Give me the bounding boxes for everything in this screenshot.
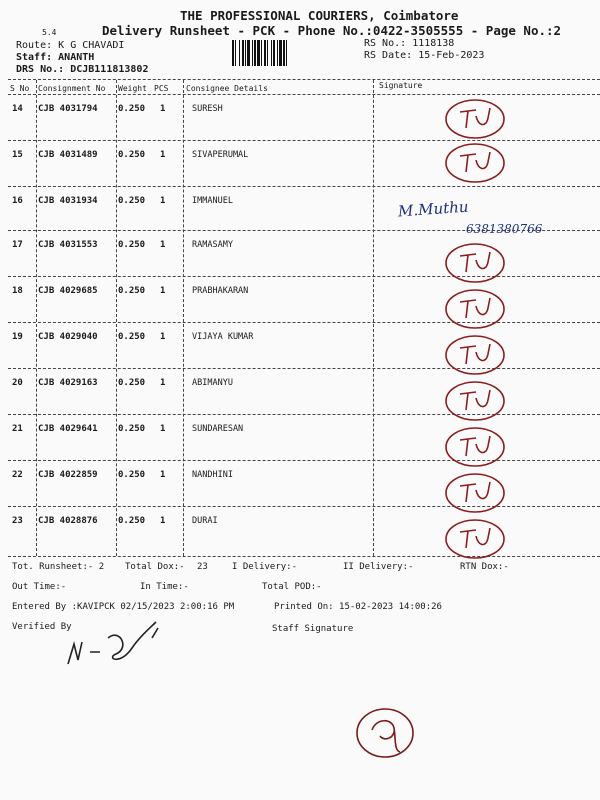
row-consignee: VIJAYA KUMAR: [192, 332, 254, 342]
col-divider: [373, 80, 374, 556]
row-pcs: 1: [160, 286, 166, 296]
row-weight: 0.250: [118, 516, 146, 526]
row-consignment-no: CJB 4031489: [38, 150, 98, 160]
row-weight: 0.250: [118, 196, 146, 206]
row-sno: 16: [12, 196, 23, 206]
staff-line: Staff: ANANTH: [16, 52, 95, 63]
row-divider: [8, 556, 600, 557]
staff-signature-label: Staff Signature: [272, 624, 354, 634]
row-weight: 0.250: [118, 424, 146, 434]
row-weight: 0.250: [118, 286, 146, 296]
row-sno: 21: [12, 424, 23, 434]
delivery-stamp: [442, 286, 508, 332]
verified-by: Verified By: [12, 622, 72, 632]
staff-value: ANANTH: [58, 52, 95, 63]
verifier-signature: [60, 608, 170, 672]
col-header-signature: Signature: [379, 81, 423, 90]
row-pcs: 1: [160, 332, 166, 342]
route-line: Route: K G CHAVADI: [16, 40, 125, 51]
delivery-stamp: [442, 424, 508, 470]
delivery-stamp: [442, 96, 508, 142]
row-pcs: 1: [160, 150, 166, 160]
row-divider: [8, 414, 600, 415]
delivery-stamp: [442, 378, 508, 424]
page-mark: 5.4: [42, 28, 57, 37]
row-sno: 22: [12, 470, 23, 480]
row-weight: 0.250: [118, 150, 146, 160]
tot-runsheet: Tot. Runsheet:- 2: [12, 562, 105, 572]
row-pcs: 1: [160, 196, 166, 206]
total-dox-label: Total Dox:-: [125, 562, 185, 572]
row-sno: 15: [12, 150, 23, 160]
delivery-stamp: [442, 470, 508, 516]
in-time: In Time:-: [140, 582, 189, 592]
row-consignee: PRABHAKARAN: [192, 286, 249, 296]
row-pcs: 1: [160, 470, 166, 480]
row-divider: [8, 140, 600, 141]
col-divider: [116, 80, 117, 556]
row-consignment-no: CJB 4031794: [38, 104, 98, 114]
row-consignment-no: CJB 4028876: [38, 516, 98, 526]
row-sno: 14: [12, 104, 23, 114]
row-pcs: 1: [160, 516, 166, 526]
col-header-consignee: Consignee Details: [186, 84, 268, 93]
company-title: THE PROFESSIONAL COURIERS, Coimbatore: [180, 8, 459, 23]
route-value: K G CHAVADI: [58, 40, 125, 51]
row-pcs: 1: [160, 104, 166, 114]
total-pod: Total POD:-: [262, 582, 322, 592]
row-consignment-no: CJB 4031934: [38, 196, 98, 206]
table-top-border: [8, 79, 600, 80]
row-divider: [8, 322, 600, 323]
row-consignee: ABIMANYU: [192, 378, 233, 388]
printed-on: Printed On: 15-02-2023 14:00:26: [274, 602, 442, 612]
row-weight: 0.250: [118, 332, 146, 342]
row-consignment-no: CJB 4029641: [38, 424, 98, 434]
row-divider: [8, 506, 600, 507]
row-consignment-no: CJB 4022859: [38, 470, 98, 480]
col-header-consignment: Consignment No: [38, 84, 106, 93]
row-sno: 18: [12, 286, 23, 296]
row-consignee: DURAI: [192, 516, 218, 526]
row-consignee: IMMANUEL: [192, 196, 233, 206]
delivery-stamp: [442, 240, 508, 286]
row-sno: 20: [12, 378, 23, 388]
row-weight: 0.250: [118, 470, 146, 480]
row-pcs: 1: [160, 240, 166, 250]
rtn-dox: RTN Dox:-: [460, 562, 509, 572]
rs-no-line: RS No.: 1118138: [364, 38, 455, 49]
row-consignee: SURESH: [192, 104, 223, 114]
handwritten-signature-name: M.Muthu: [397, 197, 470, 221]
row-divider: [8, 460, 600, 461]
drs-line: DRS No.: DCJB111813802: [16, 64, 149, 75]
row-sno: 23: [12, 516, 23, 526]
delivery-stamp: [442, 516, 508, 562]
row-consignee: SUNDARESAN: [192, 424, 244, 434]
delivery-stamp: [442, 140, 508, 186]
row-pcs: 1: [160, 378, 166, 388]
row-pcs: 1: [160, 424, 166, 434]
row-divider: [8, 276, 600, 277]
handwritten-phone: 6381380766: [466, 222, 543, 236]
out-time: Out Time:-: [12, 582, 67, 592]
col-header-sno: S No: [10, 84, 30, 93]
row-consignment-no: CJB 4029685: [38, 286, 98, 296]
delivery-stamp: [442, 332, 508, 378]
courier-stamp: [350, 702, 420, 764]
row-consignee: SIVAPERUMAL: [192, 150, 249, 160]
drs-value: DCJB111813802: [70, 64, 149, 75]
row-weight: 0.250: [118, 104, 146, 114]
row-divider: [8, 186, 600, 187]
total-dox-value: 23: [197, 562, 208, 572]
row-weight: 0.250: [118, 378, 146, 388]
row-sno: 19: [12, 332, 23, 342]
rs-date-value: 15-Feb-2023: [418, 50, 485, 61]
header-bottom-border: [8, 94, 600, 95]
runsheet-subtitle: Delivery Runsheet - PCK - Phone No.:0422-3505555 - Page No.:2: [102, 23, 562, 38]
rs-no-value: 1118138: [412, 38, 455, 49]
ii-delivery: II Delivery:-: [343, 562, 414, 572]
row-consignment-no: CJB 4029163: [38, 378, 98, 388]
row-sno: 17: [12, 240, 23, 250]
row-consignment-no: CJB 4029040: [38, 332, 98, 342]
entered-by: Entered By :KAVIPCK 02/15/2023 2:00:16 PM: [12, 602, 235, 612]
barcode: [232, 40, 356, 66]
col-header-weight: Weight: [118, 84, 147, 93]
col-divider: [36, 80, 37, 556]
rs-date-line: RS Date: 15-Feb-2023: [364, 50, 485, 61]
i-delivery: I Delivery:-: [232, 562, 298, 572]
row-divider: [8, 368, 600, 369]
row-weight: 0.250: [118, 240, 146, 250]
barcode-bar: [287, 40, 289, 66]
col-divider: [183, 80, 184, 556]
row-consignee: NANDHINI: [192, 470, 233, 480]
row-consignee: RAMASAMY: [192, 240, 233, 250]
col-header-pcs: PCS: [154, 84, 169, 93]
row-consignment-no: CJB 4031553: [38, 240, 98, 250]
